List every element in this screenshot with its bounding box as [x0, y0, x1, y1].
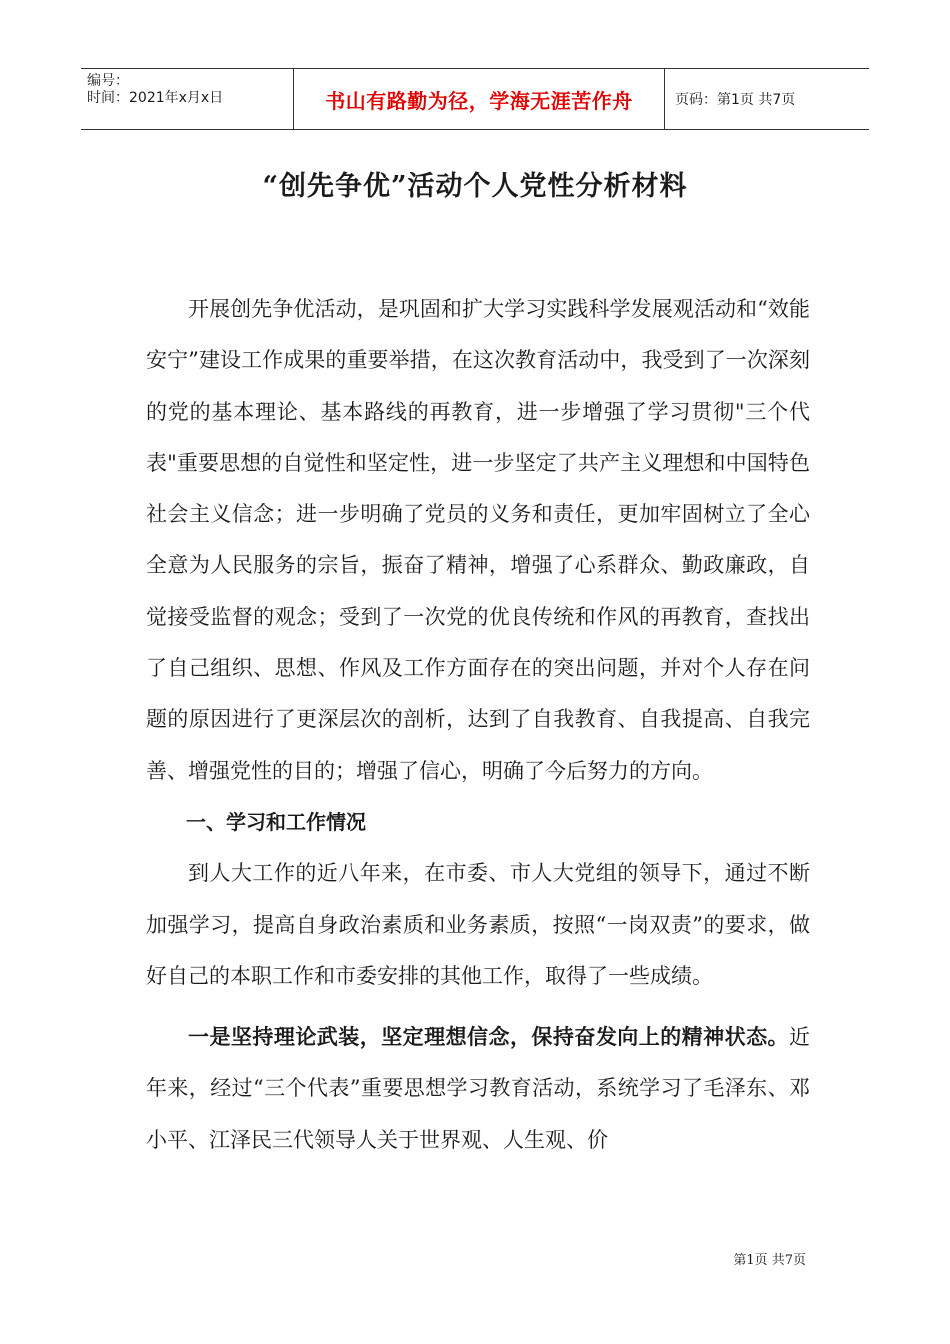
intro-paragraph: 开展创先争优活动，是巩固和扩大学习实践科学发展观活动和“效能安宁”建设工作成果的重要举措，在这次教育活动中，我受到了一次深刻的党的基本理论、基本路线的再教育，进一步增强了学习贯彻"三个代表"重要思想的自觉性和坚定性，进一步坚定了共产主义理想和中国特色社会主义信念；进一步明确了党员的义务和责任，更加牢固树立了全心全意为人民服务的宗旨，振奋了精神，增强了心系群众、勤政廉政，自觉接受监督的观念；受到了一次党的优良传统和作风的再教育，查找出了自己组织、思想、作风及工作方面存在的突出问题，并对个人存在问题的原因进行了更深层次的剖析，达到了自我教育、自我提高、自我完善、增强党性的目的；增强了信心，明确了今后努力的方向。 — [146, 297, 810, 783]
page-footer: 第1页 共7页 — [733, 1253, 806, 1268]
header-motto: 书山有路勤为径，学海无涯苦作舟 — [293, 69, 665, 129]
point-lead: 一是坚持理论武装，坚定理想信念，保持奋发向上的精神状态。 — [188, 1025, 789, 1050]
header-meta — [81, 69, 293, 129]
point-text: 近年来，经过“三个代表”重要思想学习教育活动，系统学习了毛泽东、邓小平、江泽民三代领导人关于世界观、人生观、价 — [146, 1025, 810, 1152]
point-paragraph — [146, 1012, 810, 1166]
document-body — [146, 284, 810, 1166]
time-label: 时间：2021年x月x日 — [87, 90, 224, 106]
work-paragraph: 到人大工作的近八年来，在市委、市人大党组的领导下，通过不断加强学习，提高自身政治素质和业务素质，按照“一岗双责”的要求，做好自己的本职工作和市委安排的其他工作，取得了一些成绩。 — [146, 861, 810, 988]
document-header — [81, 68, 869, 130]
section-heading: 一、学习和工作情况 — [186, 809, 366, 834]
header-page-info: 页码：第1页 共7页 — [675, 92, 796, 108]
document-title: “创先争优”活动个人党性分析材料 — [262, 171, 688, 202]
number-label: 编号： — [87, 73, 129, 89]
